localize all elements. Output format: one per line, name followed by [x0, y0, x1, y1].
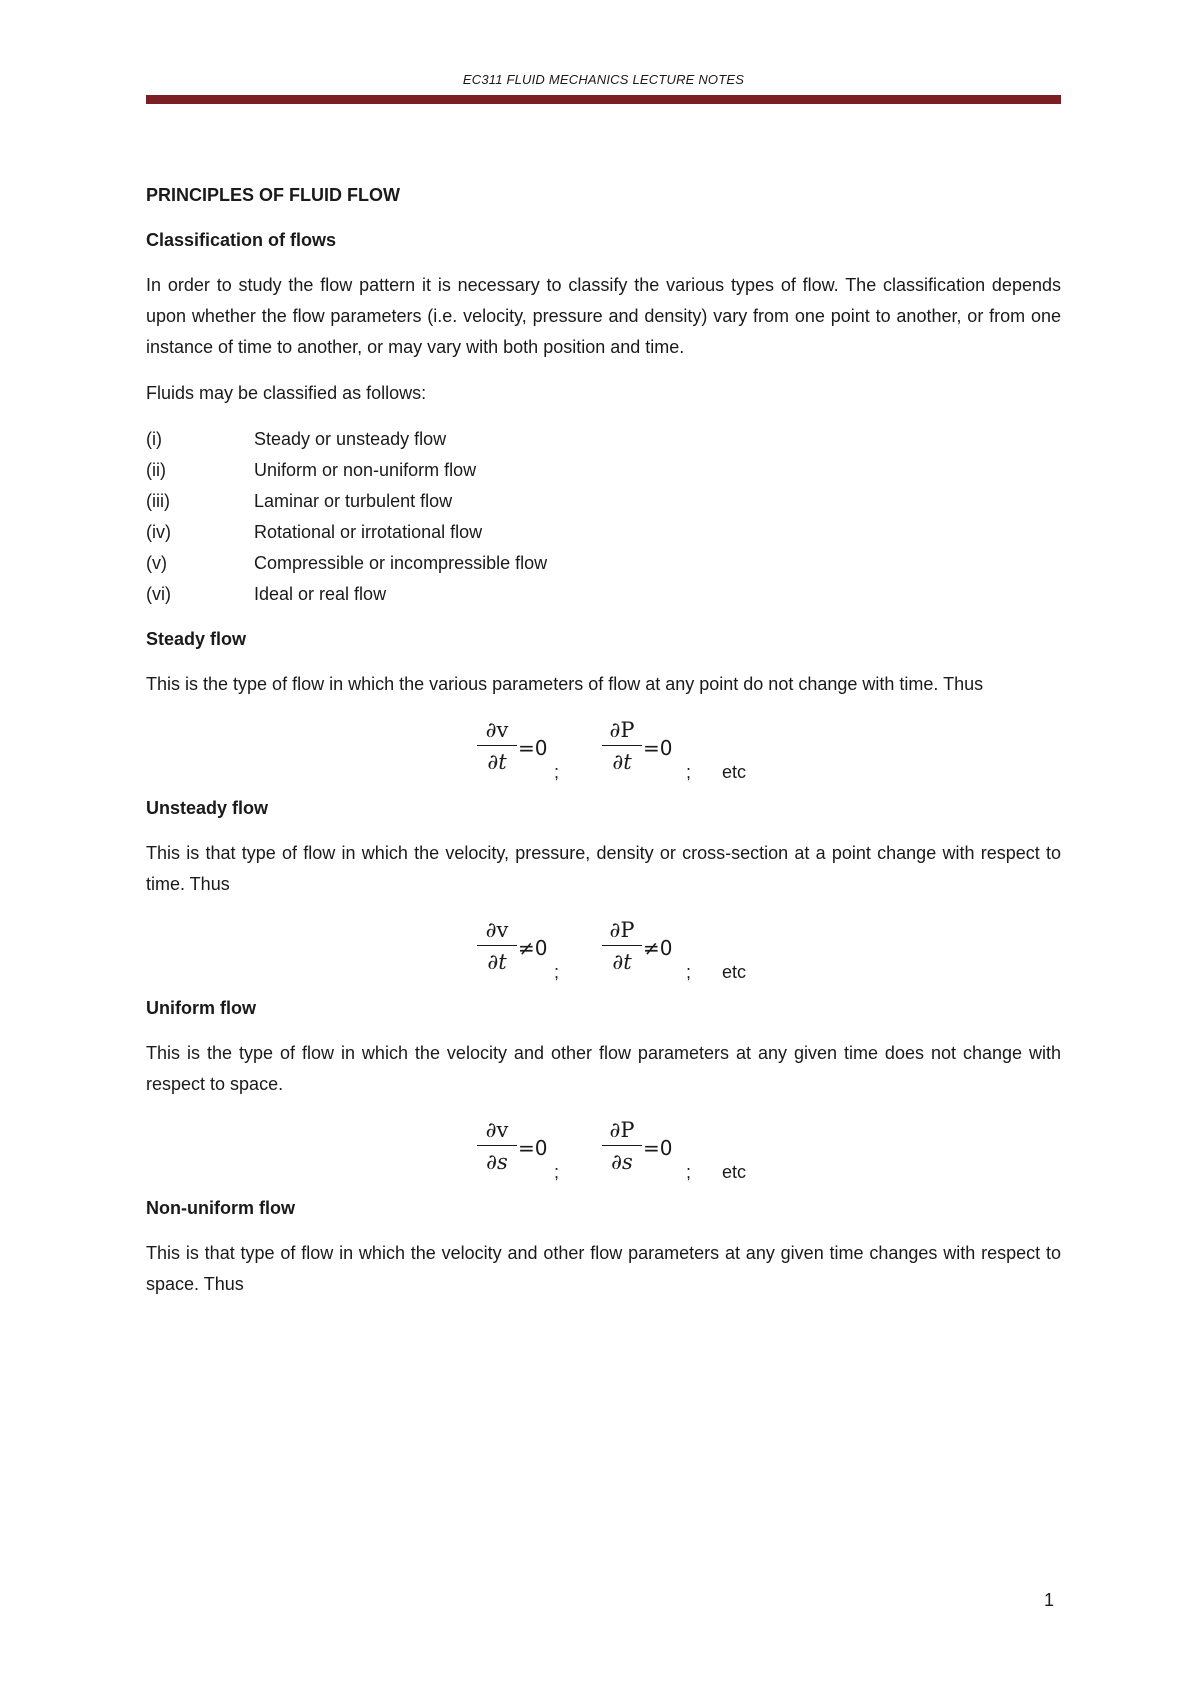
fraction-numerator: ∂v: [477, 915, 517, 946]
steady-flow-heading: Steady flow: [146, 629, 247, 649]
equation-relation: =0: [518, 736, 548, 760]
equation-separator: ;: [554, 962, 560, 982]
uniform-flow-heading: Uniform flow: [146, 998, 256, 1018]
pressure-space-derivative: [602, 1115, 642, 1178]
document-title: PRINCIPLES OF FLUID FLOW: [146, 185, 400, 205]
equation-separator: ;: [554, 1162, 560, 1182]
list-item: [146, 548, 1061, 579]
equation-separator: ;: [686, 962, 692, 982]
list-item-number: (iii): [146, 491, 170, 511]
equation-etc: etc: [722, 962, 747, 982]
intro-paragraph: In order to study the flow pattern it is necessary to classify the various types of flow. The classification depends upon whether the flow parameters (i.e. velocity, pressure and density) vary from one point to another, or from one instance of time to another, or may vary with both position and time.: [146, 275, 1061, 357]
pressure-time-derivative: [602, 915, 642, 978]
equation-relation: =0: [643, 1136, 673, 1160]
velocity-time-derivative: [477, 715, 517, 778]
fraction-numerator: ∂P: [602, 715, 642, 746]
list-item-label: Laminar or turbulent flow: [254, 491, 453, 511]
equation-etc: etc: [722, 1162, 747, 1182]
header-title: EC311 FLUID MECHANICS LECTURE NOTES: [462, 72, 745, 87]
unsteady-flow-text: This is that type of flow in which the velocity, pressure, density or cross-section at a point change with respect to time. Thus: [146, 843, 1061, 894]
list-item: [146, 424, 1061, 455]
nonuniform-flow-heading: Non-uniform flow: [146, 1198, 295, 1218]
pressure-time-derivative: [602, 715, 642, 778]
fraction-denominator: ∂t: [487, 950, 507, 974]
equation-separator: ;: [686, 1162, 692, 1182]
velocity-time-derivative: [477, 915, 517, 978]
fraction-denominator: ∂t: [612, 750, 632, 774]
fraction-numerator: ∂v: [477, 1115, 517, 1146]
list-item-number: (ii): [146, 460, 166, 480]
equation-relation: =0: [518, 1136, 548, 1160]
uniform-flow-equation: [146, 1115, 1061, 1183]
list-intro: Fluids may be classified as follows:: [146, 383, 427, 403]
list-item-label: Ideal or real flow: [254, 584, 387, 604]
list-item-label: Steady or unsteady flow: [254, 429, 447, 449]
fraction-numerator: ∂P: [602, 915, 642, 946]
uniform-flow-text: This is the type of flow in which the velocity and other flow parameters at any given time does not change with respect to space.: [146, 1043, 1061, 1094]
list-item-number: (v): [146, 553, 167, 573]
flow-types-list: [146, 424, 1061, 610]
list-item: [146, 455, 1061, 486]
page-number: 1: [1044, 1590, 1055, 1610]
list-item: [146, 579, 1061, 610]
document-body: [146, 180, 1061, 1315]
equation-separator: ;: [686, 762, 692, 782]
equation-separator: ;: [554, 762, 560, 782]
fraction-denominator: ∂t: [612, 950, 632, 974]
equation-etc: etc: [722, 762, 747, 782]
velocity-space-derivative: [477, 1115, 517, 1178]
equation-relation: =0: [643, 736, 673, 760]
fraction-denominator: ∂t: [487, 750, 507, 774]
fraction-numerator: ∂P: [602, 1115, 642, 1146]
list-item: [146, 486, 1061, 517]
list-item-number: (i): [146, 429, 162, 449]
list-item-number: (iv): [146, 522, 171, 542]
unsteady-flow-equation: [146, 915, 1061, 983]
list-item-label: Uniform or non-uniform flow: [254, 460, 477, 480]
fraction-denominator: ∂s: [611, 1150, 633, 1174]
list-item: [146, 517, 1061, 548]
list-item-label: Rotational or irrotational flow: [254, 522, 483, 542]
header-rule: [146, 95, 1061, 104]
fraction-denominator: ∂s: [486, 1150, 508, 1174]
equation-relation: ≠0: [643, 936, 673, 960]
unsteady-flow-heading: Unsteady flow: [146, 798, 269, 818]
classification-heading: Classification of flows: [146, 230, 337, 250]
steady-flow-equation: [146, 715, 1061, 783]
fraction-numerator: ∂v: [477, 715, 517, 746]
equation-relation: ≠0: [518, 936, 548, 960]
steady-flow-text: This is the type of flow in which the various parameters of flow at any point do not change with time. Thus: [146, 674, 984, 694]
list-item-label: Compressible or incompressible flow: [254, 553, 548, 573]
nonuniform-flow-text: This is that type of flow in which the velocity and other flow parameters at any given time changes with respect to space. Thus: [146, 1243, 1061, 1294]
list-item-number: (vi): [146, 584, 171, 604]
